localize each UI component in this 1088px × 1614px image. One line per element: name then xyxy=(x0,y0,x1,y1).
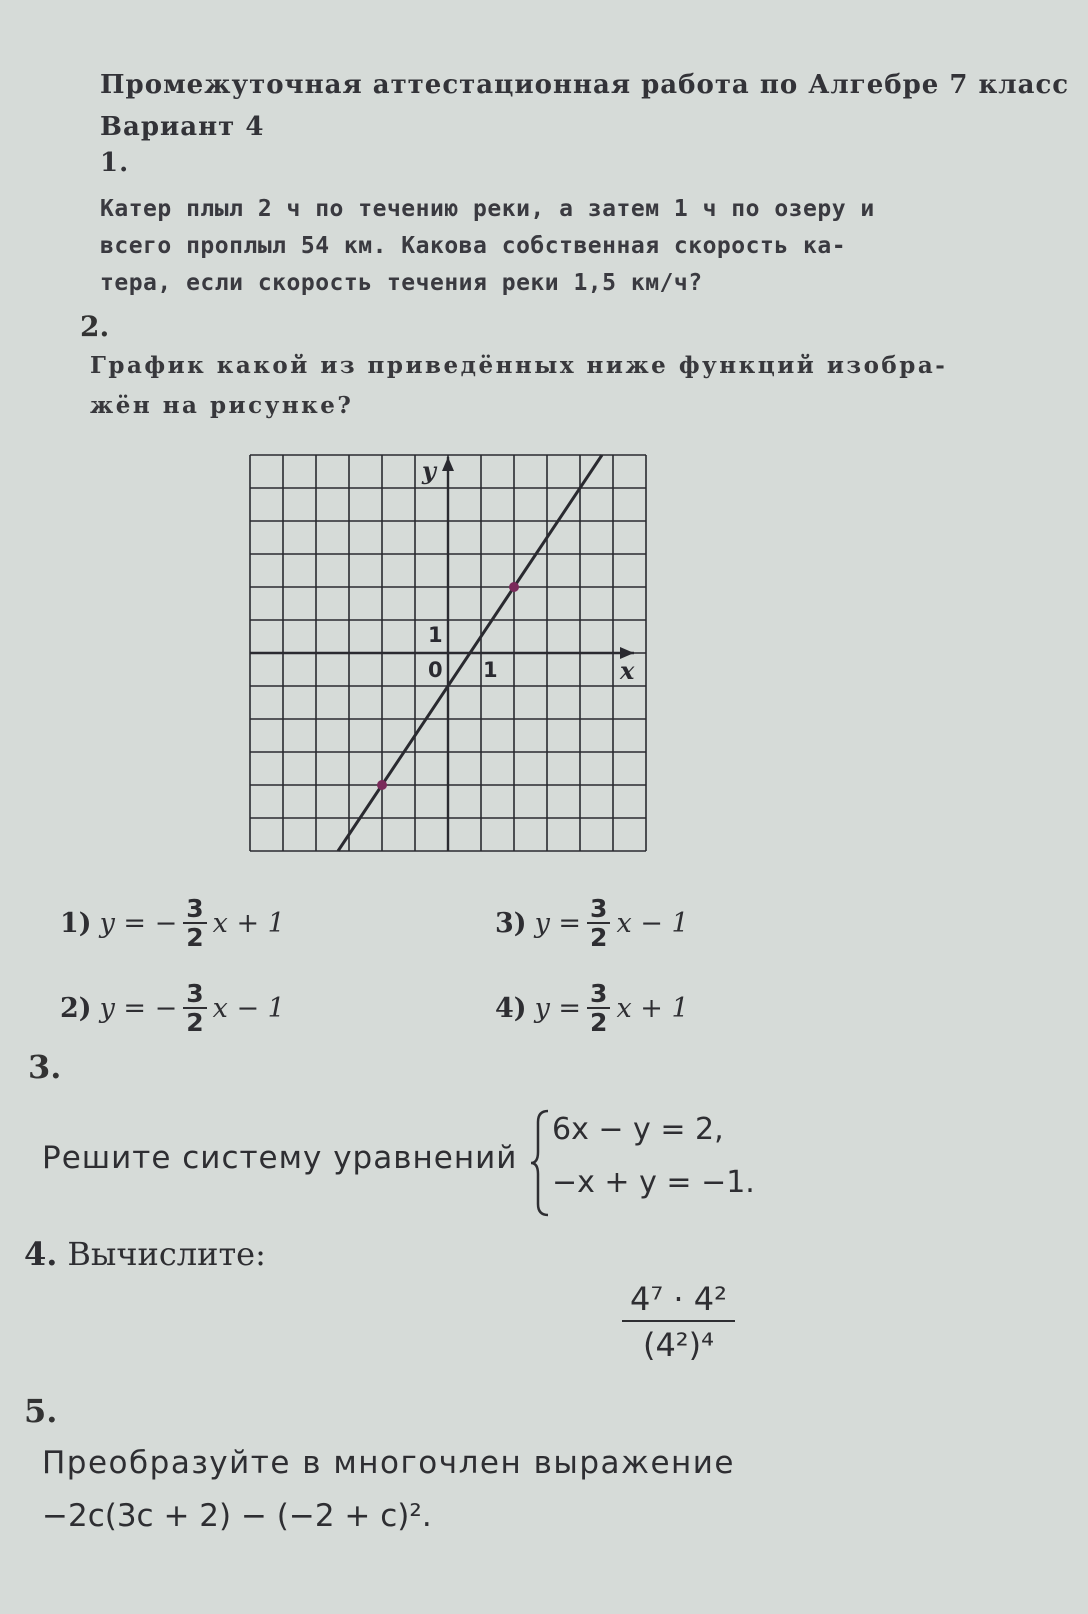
option-3 xyxy=(495,895,689,951)
marked-point xyxy=(509,582,519,592)
option-2-number: 2) xyxy=(60,992,92,1024)
option-2-lhs: y = − xyxy=(99,992,178,1024)
option-4 xyxy=(495,980,689,1036)
option-2-frac-num: 3 xyxy=(183,980,206,1009)
option-2 xyxy=(60,980,285,1036)
origin-label: 0 xyxy=(428,658,443,682)
option-4-number: 4) xyxy=(495,992,527,1024)
option-1-lhs: y = − xyxy=(99,907,178,939)
graph-axes xyxy=(250,457,634,851)
task3-prompt: Решите систему уравнений xyxy=(42,1140,518,1176)
option-2-frac-den: 2 xyxy=(186,1008,204,1037)
option-1-rhs: x + 1 xyxy=(212,907,285,939)
axis-y-label: y xyxy=(422,456,436,485)
task1-line-2: всего проплыл 54 км. Какова собственная скорость ка- xyxy=(100,233,847,259)
task3-number: 3. xyxy=(28,1048,62,1086)
task4-heading xyxy=(24,1235,266,1273)
option-3-fraction xyxy=(587,895,610,951)
task1-line-1: Катер плыл 2 ч по течению реки, а затем 1 ч по озеру и xyxy=(100,196,875,222)
system-brace xyxy=(528,1108,552,1218)
option-2-fraction xyxy=(183,980,206,1036)
task4-numerator: 4⁷ · 4² xyxy=(622,1280,735,1322)
option-1-frac-num: 3 xyxy=(183,895,206,924)
marked-point xyxy=(377,780,387,790)
option-4-lhs: y = xyxy=(534,992,582,1024)
task4-prompt: Вычислите: xyxy=(67,1235,266,1273)
option-3-rhs: x − 1 xyxy=(616,907,689,939)
task5-number: 5. xyxy=(24,1392,58,1430)
option-1-frac-den: 2 xyxy=(186,923,204,952)
task2-line-1: График какой из приведённых ниже функций изобра- xyxy=(90,352,948,379)
option-3-number: 3) xyxy=(495,907,527,939)
option-4-fraction xyxy=(587,980,610,1036)
option-4-frac-den: 2 xyxy=(590,1008,608,1037)
option-4-frac-num: 3 xyxy=(587,980,610,1009)
y-axis-arrow xyxy=(442,457,454,471)
option-2-rhs: x − 1 xyxy=(212,992,285,1024)
option-3-frac-den: 2 xyxy=(590,923,608,952)
system-equation-1: 6x − y = 2, xyxy=(552,1112,724,1147)
task5-expression: −2c(3c + 2) − (−2 + c)². xyxy=(42,1498,432,1534)
task4-expression xyxy=(622,1280,735,1364)
task1-number: 1. xyxy=(100,148,130,178)
task2-number: 2. xyxy=(80,310,110,343)
variant-label: Вариант 4 xyxy=(100,112,265,142)
axis-x-label: x xyxy=(620,656,635,685)
option-1 xyxy=(60,895,285,951)
unit-x-label: 1 xyxy=(483,658,498,682)
task4-denominator: (4²)⁴ xyxy=(642,1326,714,1364)
function-graph xyxy=(240,450,680,860)
system-equation-2: −x + y = −1. xyxy=(552,1165,755,1200)
unit-y-label: 1 xyxy=(428,623,443,647)
page-title: Промежуточная аттестационная работа по Алгебре 7 класс xyxy=(100,70,1070,100)
option-1-number: 1) xyxy=(60,907,92,939)
task4-number: 4. xyxy=(24,1235,58,1273)
option-3-lhs: y = xyxy=(534,907,582,939)
option-1-fraction xyxy=(183,895,206,951)
task1-line-3: тера, если скорость течения реки 1,5 км/ч? xyxy=(100,270,703,296)
option-4-rhs: x + 1 xyxy=(616,992,689,1024)
option-3-frac-num: 3 xyxy=(587,895,610,924)
task5-prompt: Преобразуйте в многочлен выражение xyxy=(42,1445,736,1481)
task2-line-2: жён на рисунке? xyxy=(90,392,354,419)
